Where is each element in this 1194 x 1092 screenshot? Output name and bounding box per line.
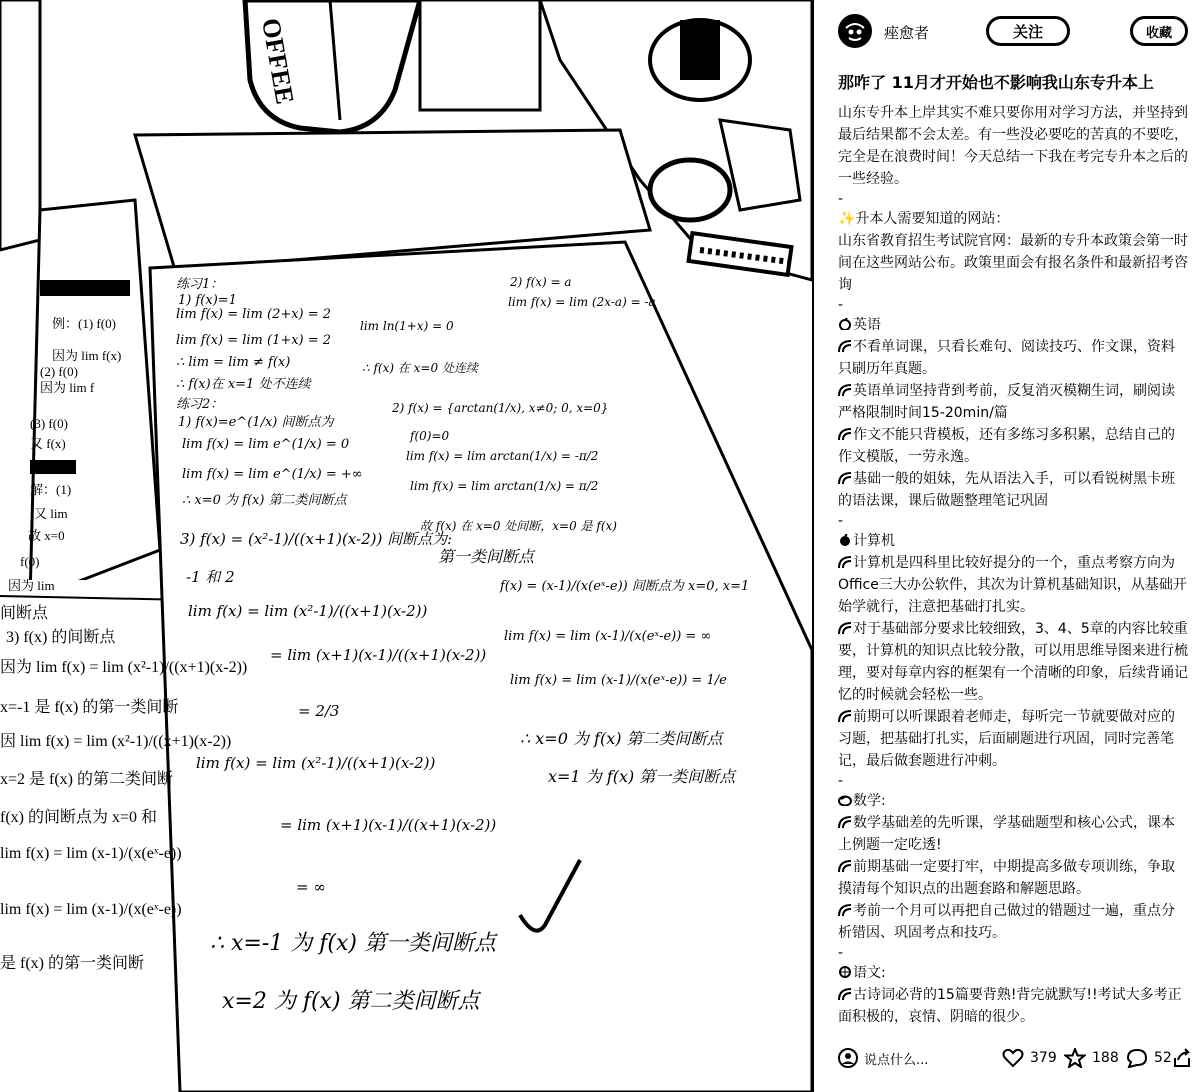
note-line: f(0)=0	[410, 429, 450, 443]
note-line: x=1 为 f(x) 第一类间断点	[548, 767, 736, 786]
note-line: 1) f(x)=1	[178, 293, 237, 308]
rainbow-icon	[838, 556, 852, 568]
computer-item: 对于基础部分要求比较细致，3、4、5章的内容比较重要，计算机的知识点比较分散，可以用思维导图来进行梳理，要对每章内容的框架有一个清晰的印象，后续背诵记忆的时候就会轻松一些。	[838, 621, 1188, 703]
comment-placeholder: 说点什么...	[864, 1052, 929, 1068]
separator: -	[838, 191, 844, 207]
book-line: 因为 lim f	[40, 380, 95, 395]
coffee-cup-illustration	[245, 0, 420, 132]
note-line: lim f(x) = lim e^(1/x) = 0	[182, 437, 350, 452]
avatar-icon	[840, 16, 870, 46]
english-item: 不看单词课，只看长难句、阅读技巧、作文课，资料只刷历年真题。	[838, 339, 1175, 377]
post-title: 那咋了 11月才开始也不影响我山东专升本上	[838, 73, 1154, 92]
note-line: lim f(x) = lim arctan(1/x) = -π/2	[406, 449, 599, 463]
note-line: 练习1：	[176, 277, 224, 292]
math-heading: 数学:	[853, 793, 886, 809]
note-line: lim f(x) = lim e^(1/x) = +∞	[182, 467, 363, 482]
note-line: f(x) = (x-1)/(x(eˣ-e)) 间断点为 x=0, x=1	[500, 579, 750, 594]
english-item: 基础一般的姐妹，先从语法入手，可以看锐树黑卡班的语法课，课后做题整理笔记巩固	[838, 471, 1175, 509]
book-line: 间断点	[0, 605, 49, 622]
comment-count: 52	[1154, 1050, 1172, 1066]
mango-icon	[838, 794, 852, 806]
avatar[interactable]	[838, 14, 872, 48]
rainbow-icon	[838, 988, 852, 1000]
post-header	[838, 12, 1190, 52]
note-line: lim f(x) = lim (x²-1)/((x+1)(x-2))	[188, 602, 428, 620]
book-line: 因 lim f(x) = lim (x²-1)/((x+1)(x-2))	[0, 733, 232, 750]
author-name[interactable]: 痤愈者	[884, 24, 930, 42]
star-icon	[1064, 1048, 1086, 1068]
book-line: x=-1 是 f(x) 的第一类间断	[0, 699, 179, 716]
note-line: 2) f(x) = {arctan(1/x), x≠0; 0, x=0}	[392, 401, 609, 415]
book-line: 是 f(x) 的第一类间断	[0, 955, 144, 972]
note-line: = ∞	[296, 878, 326, 896]
like-button[interactable]	[1002, 1048, 1057, 1068]
note-line: lim f(x) = lim (2+x) = 2	[176, 307, 332, 322]
note-line: 3) f(x) = (x²-1)/((x+1)(x-2)) 间断点为:	[180, 530, 453, 548]
separator: -	[838, 513, 844, 529]
star-button[interactable]	[1064, 1048, 1119, 1068]
chinese-section-title	[838, 962, 1188, 984]
book-line: (2) f(0)	[40, 364, 78, 379]
english-item: 英语单词坚持背到考前，反复消灭模糊生词，刷阅读严格限制时间15-20min/篇	[838, 383, 1175, 421]
like-count: 379	[1030, 1050, 1057, 1066]
rainbow-icon	[838, 340, 852, 352]
book-line: lim f(x) = lim (x-1)/(x(eˣ-e))	[0, 845, 182, 862]
math-item: 考前一个月可以再把自己做过的错题过一遍，重点分析错因、巩固考点和技巧。	[838, 903, 1175, 941]
websites-heading: ✨升本人需要知道的网站：	[838, 211, 1010, 227]
note-line: lim f(x) = lim arctan(1/x) = π/2	[410, 479, 599, 493]
post-intro: 山东专升本上岸其实不难只要你用对学习方法，并坚持到最后结果都不会太差。有一些没必要吃的苦真的不要吃，完全是在浪费时间！今天总结一下我在考完专升本之后的一些经验。	[838, 105, 1188, 187]
share-icon	[1172, 1048, 1192, 1068]
websites-text: 山东省教育招生考试院官网：最新的专升本政策会第一时间在这些网站公布。政策里面会有报名条件和最新招考咨询	[838, 233, 1188, 293]
book-line: 3) f(x) 的间断点	[6, 629, 116, 646]
rainbow-icon	[838, 428, 852, 440]
computer-item: 计算机是四科里比较好提分的一个，重点考察方向为Office三大办公软件，其次为计算机基础知识，从基础开始学就行，注意把基础打扎实。	[838, 555, 1187, 615]
note-line: ∴ x=-1 为 f(x) 第一类间断点	[210, 931, 496, 956]
note-line: lim f(x) = lim (x-1)/(x(eˣ-e)) = 1/e	[510, 673, 727, 688]
star-count: 188	[1092, 1050, 1119, 1066]
note-line: 第一类间断点	[438, 547, 535, 566]
lemon-icon	[838, 966, 852, 978]
math-item: 前期基础一定要打牢，中期提高多做专项训练，争取摸清每个知识点的出题套路和解题思路。	[838, 859, 1175, 897]
rainbow-icon	[838, 860, 852, 872]
math-item: 数学基础差的先听课，学基础题型和核心公式，课本上例题一定吃透!	[838, 815, 1175, 853]
book-line: 因为 lim	[8, 578, 55, 593]
note-line: lim f(x) = lim (1+x) = 2	[176, 333, 332, 348]
note-line: 2) f(x) = a	[510, 275, 572, 289]
user-avatar-icon	[838, 1048, 858, 1068]
rainbow-icon	[838, 472, 852, 484]
english-item: 作文不能只背模板，还有多练习多积累，总结自己的作文模版，一劳永逸。	[838, 427, 1175, 465]
share-button[interactable]	[1172, 1048, 1192, 1068]
book-line: 解：(1)	[30, 482, 72, 497]
post-detail-panel	[812, 0, 1194, 1092]
english-section-title	[838, 314, 1188, 336]
book-line: 又 lim	[34, 506, 68, 521]
note-line: lim f(x) = lim (x-1)/(x(eˣ-e)) = ∞	[504, 629, 712, 644]
rainbow-icon	[838, 904, 852, 916]
note-line: ∴ f(x)在 x=1 处不连续	[176, 377, 311, 392]
book-line: 又 f(x)	[30, 436, 66, 451]
book-line: 因为 lim f(x)	[52, 348, 122, 363]
cup-brand-text: OFFEE	[256, 16, 300, 107]
book-line: 因为 lim f(x) = lim (x²-1)/((x+1)(x-2))	[0, 659, 248, 676]
book-line: 例：(1) f(0)	[52, 316, 116, 331]
post-body	[838, 102, 1188, 1028]
note-line: = lim (x+1)(x-1)/((x+1)(x-2))	[280, 816, 497, 834]
english-heading: 英语	[853, 317, 881, 333]
note-line: x=2 为 f(x) 第二类间断点	[222, 989, 480, 1014]
book-line: f(x) 的间断点为 x=0 和	[0, 809, 158, 826]
note-line: lim f(x) = lim (2x-a) = -a	[508, 295, 656, 309]
note-line: lim ln(1+x) = 0	[360, 319, 454, 333]
computer-item: 前期可以听课跟着老师走，每听完一节就要做对应的习题，把基础打扎实，后面刷题进行巩固，同时完善笔记，最后做套题进行冲刺。	[838, 709, 1175, 769]
rainbow-icon	[838, 816, 852, 828]
note-line: lim f(x) = lim (x²-1)/((x+1)(x-2))	[196, 754, 436, 772]
comments-button[interactable]	[1126, 1048, 1172, 1068]
separator: -	[838, 945, 844, 961]
note-line: ∴ x=0 为 f(x) 第二类间断点	[520, 729, 723, 748]
note-line: ∴ f(x) 在 x=0 处连续	[362, 361, 478, 375]
computer-heading: 计算机	[853, 533, 895, 549]
book-line: (3) f(0)	[30, 416, 68, 431]
computer-section-title	[838, 530, 1188, 552]
separator: -	[838, 297, 844, 313]
comment-input[interactable]	[838, 1048, 928, 1068]
post-footer	[838, 1044, 1194, 1074]
follow-button[interactable]: 关注	[986, 16, 1070, 46]
separator: -	[838, 773, 844, 789]
heart-icon	[1002, 1048, 1024, 1068]
note-line: 练习2：	[176, 397, 224, 412]
book-line: x=2 是 f(x) 的第二类间断	[0, 771, 174, 788]
rainbow-icon	[838, 710, 852, 722]
note-line: 故 f(x) 在 x=0 处间断，x=0 是 f(x)	[420, 519, 617, 533]
note-line: = 2/3	[298, 702, 340, 720]
apple-icon	[838, 534, 852, 546]
note-line: 1) f(x)=e^(1/x) 间断点为	[178, 415, 334, 430]
note-line: = lim (x+1)(x-1)/((x+1)(x-2))	[270, 646, 487, 664]
note-line: -1 和 2	[186, 568, 235, 586]
book-line: f(0)	[20, 554, 40, 569]
note-line: ∴ lim = lim ≠ f(x)	[176, 355, 291, 370]
chinese-heading: 语文:	[853, 965, 886, 981]
favorite-button[interactable]: 收藏	[1130, 16, 1188, 46]
chinese-item: 古诗词必背的15篇要背熟!背完就默写!!考试大多考正面积极的，哀情、阴暗的很少。	[838, 987, 1182, 1025]
rainbow-icon	[838, 384, 852, 396]
rainbow-icon	[838, 622, 852, 634]
comment-bubble-icon	[1126, 1048, 1148, 1068]
math-section-title	[838, 790, 1188, 812]
book-line: 故 x=0	[28, 528, 65, 543]
book-line: lim f(x) = lim (x-1)/(x(eˣ-e))	[0, 901, 182, 918]
note-line: ∴ x=0 为 f(x) 第二类间断点	[182, 493, 347, 508]
apple-icon	[838, 318, 852, 330]
